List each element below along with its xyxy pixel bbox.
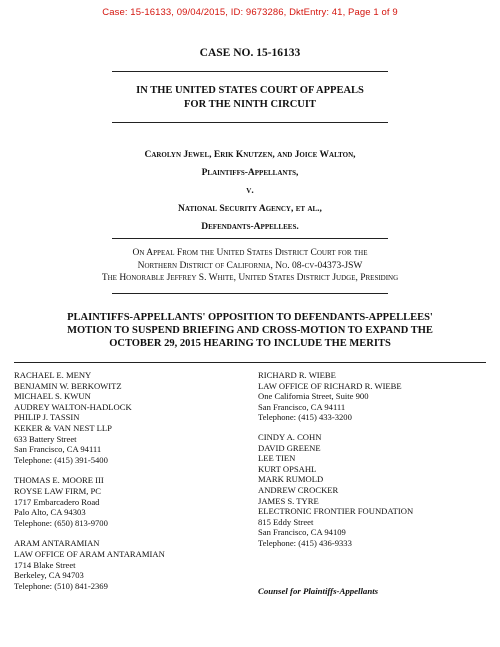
counsel-line: ELECTRONIC FRONTIER FOUNDATION [258, 506, 414, 517]
counsel-line: LAW OFFICE OF ARAM ANTARAMIAN [14, 548, 165, 559]
counsel-line: ROYSE LAW FIRM, PC [14, 485, 102, 496]
counsel-line: BENJAMIN W. BERKOWITZ [14, 380, 122, 391]
counsel-line: ARAM ANTARAMIAN [14, 538, 100, 549]
ecf-header: Case: 15-16133, 09/04/2015, ID: 9673286, DktEntry: 41, Page 1 of 9 [102, 7, 398, 18]
title-line: OCTOBER 29, 2015 HEARING TO INCLUDE THE MERITS [109, 338, 391, 349]
counsel-line: MICHAEL S. KWUN [14, 391, 91, 402]
counsel-line: CINDY A. COHN [258, 431, 322, 442]
counsel-line: Palo Alto, CA 94303 [14, 507, 86, 518]
counsel-line: AUDREY WALTON-HADLOCK [14, 401, 132, 412]
counsel-for-label: Counsel for Plaintiffs-Appellants [258, 586, 379, 596]
counsel-line: ANDREW CROCKER [258, 484, 339, 495]
case-number: CASE NO. 15-16133 [199, 47, 301, 59]
divider [112, 238, 388, 239]
parties-block [0, 146, 500, 236]
court-line: IN THE UNITED STATES COURT OF APPEALS [136, 85, 364, 96]
versus: v. [246, 186, 254, 196]
counsel-line: LEE TIEN [258, 453, 296, 464]
appeal-info [0, 247, 500, 285]
appeal-line: The Honorable Jeffrey S. White, United States District Judge, Presiding [101, 273, 399, 283]
divider [112, 122, 388, 123]
counsel-line: THOMAS E. MOORE III [14, 475, 104, 486]
counsel-line: Telephone: (415) 391-5400 [14, 454, 108, 465]
counsel-line: MARK RUMOLD [258, 474, 324, 485]
counsel-line: PHILIP J. TASSIN [14, 412, 80, 423]
title-line: MOTION TO SUSPEND BRIEFING AND CROSS-MOTION TO EXPAND THE [67, 325, 433, 336]
counsel-line: Telephone: (415) 436-9333 [258, 537, 352, 548]
counsel-block [258, 370, 413, 423]
counsel-line: DAVID GREENE [258, 442, 321, 453]
counsel-line: Telephone: (415) 433-3200 [258, 412, 352, 423]
document-title [14, 311, 486, 350]
court-line: FOR THE NINTH CIRCUIT [184, 99, 316, 110]
counsel-line: One California Street, Suite 900 [258, 391, 369, 402]
divider [112, 293, 388, 294]
counsel-block [14, 475, 165, 528]
counsel-line: KURT OPSAHL [258, 463, 317, 474]
defendants-role: Defendants-Appellees. [201, 222, 299, 232]
counsel-line: 1714 Blake Street [14, 559, 76, 570]
appeal-line: Northern District of California, No. 08-cv-04373-JSW [137, 260, 363, 271]
title-line: PLAINTIFFS-APPELLANTS' OPPOSITION TO DEFENDANTS-APPELLEES' [67, 312, 433, 323]
counsel-line: San Francisco, CA 94111 [14, 444, 102, 455]
counsel-block [14, 370, 165, 465]
appeal-line: On Appeal From the United States District Court for the [132, 248, 368, 258]
counsel-line: JAMES S. TYRE [258, 495, 319, 506]
counsel-block [258, 432, 413, 549]
court-name [0, 84, 500, 112]
counsel-line: Telephone: (650) 813-9700 [14, 517, 108, 528]
counsel-line: 633 Battery Street [14, 433, 77, 444]
counsel-line: KEKER & VAN NEST LLP [14, 422, 112, 433]
counsel-block [14, 538, 165, 591]
counsel-list-right [258, 370, 413, 559]
plaintiffs-names: Carolyn Jewel, Erik Knutzen, and Joice Walton, [144, 150, 356, 160]
counsel-line: Telephone: (510) 841-2369 [14, 580, 108, 591]
defendants-names: National Security Agency, et al., [178, 204, 322, 214]
plaintiffs-role: Plaintiffs-Appellants, [201, 168, 299, 178]
divider [112, 71, 388, 72]
counsel-line: Berkeley, CA 94703 [14, 570, 84, 581]
counsel-line: RACHAEL E. MENY [14, 370, 92, 380]
counsel-line: 815 Eddy Street [258, 516, 314, 527]
counsel-line: San Francisco, CA 94109 [258, 527, 346, 538]
counsel-list-left [14, 370, 165, 601]
divider [14, 362, 486, 363]
counsel-line: RICHARD R. WIEBE [258, 370, 336, 380]
counsel-line: LAW OFFICE OF RICHARD R. WIEBE [258, 380, 402, 391]
counsel-line: 1717 Embarcadero Road [14, 496, 100, 507]
counsel-line: San Francisco, CA 94111 [258, 401, 346, 412]
